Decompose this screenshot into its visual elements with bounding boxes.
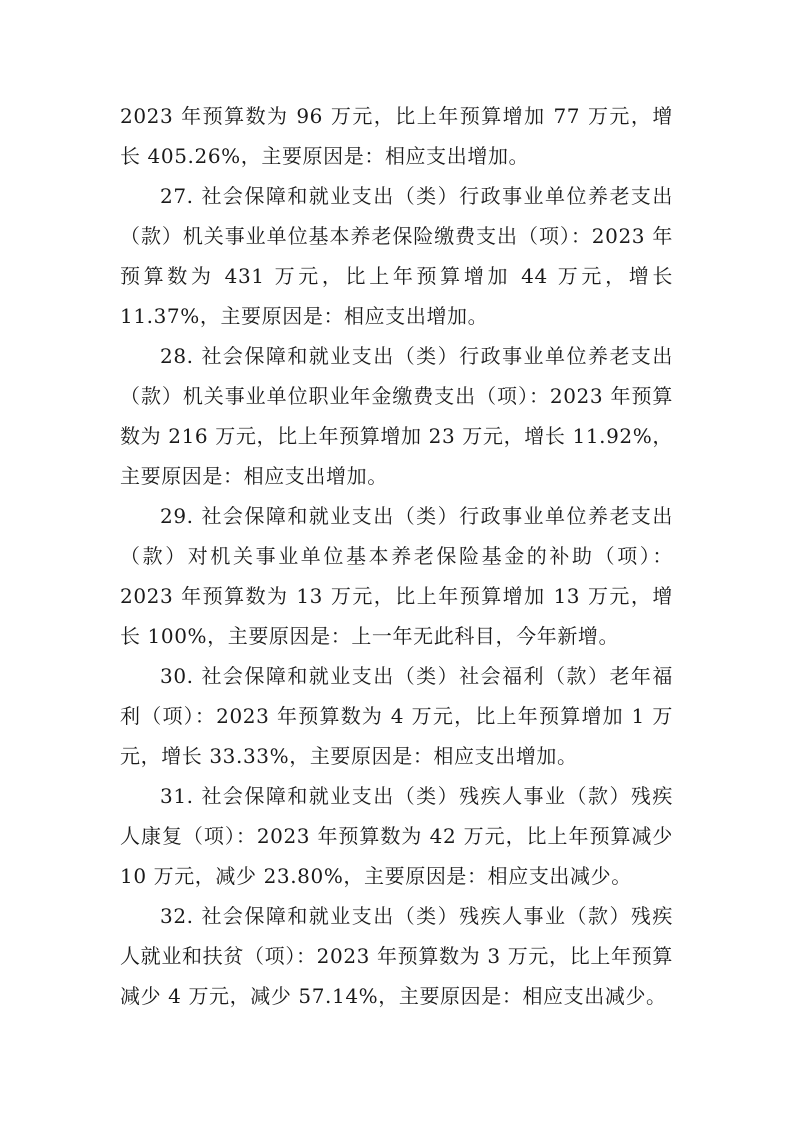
paragraph-item-32: 32. 社会保障和就业支出（类）残疾人事业（款）残疾人就业和扶贫（项）：2023 年预算数为 3 万元，比上年预算减少 4 万元，减少 57.14%，主要原因是：相应支出减少。 [120,904,673,1008]
document-body [120,96,673,1016]
paragraph-item-31: 31. 社会保障和就业支出（类）残疾人事业（款）残疾人康复（项）：2023 年预算数为 42 万元，比上年预算减少 10 万元，减少 23.80%，主要原因是：相应支出减少。 [120,784,673,888]
paragraph-item-27: 27. 社会保障和就业支出（类）行政事业单位养老支出（款）机关事业单位基本养老保险缴费支出（项）：2023 年预算数为 431 万元，比上年预算增加 44 万元，增长 11.37%，主要原因是：相应支出增加。 [120,184,673,328]
paragraph-continuation: 2023 年预算数为 96 万元，比上年预算增加 77 万元，增长 405.26%，主要原因是：相应支出增加。 [120,104,673,168]
paragraph-item-30: 30. 社会保障和就业支出（类）社会福利（款）老年福利（项）：2023 年预算数为 4 万元，比上年预算增加 1 万元，增长 33.33%，主要原因是：相应支出增加。 [120,664,673,768]
paragraph-item-28: 28. 社会保障和就业支出（类）行政事业单位养老支出（款）机关事业单位职业年金缴费支出（项）：2023 年预算数为 216 万元，比上年预算增加 23 万元，增长 11.92%，主要原因是：相应支出增加。 [120,344,673,488]
paragraph-item-29: 29. 社会保障和就业支出（类）行政事业单位养老支出（款）对机关事业单位基本养老保险基金的补助（项）：2023 年预算数为 13 万元，比上年预算增加 13 万元，增长 100%，主要原因是：上一年无此科目，今年新增。 [120,504,673,648]
